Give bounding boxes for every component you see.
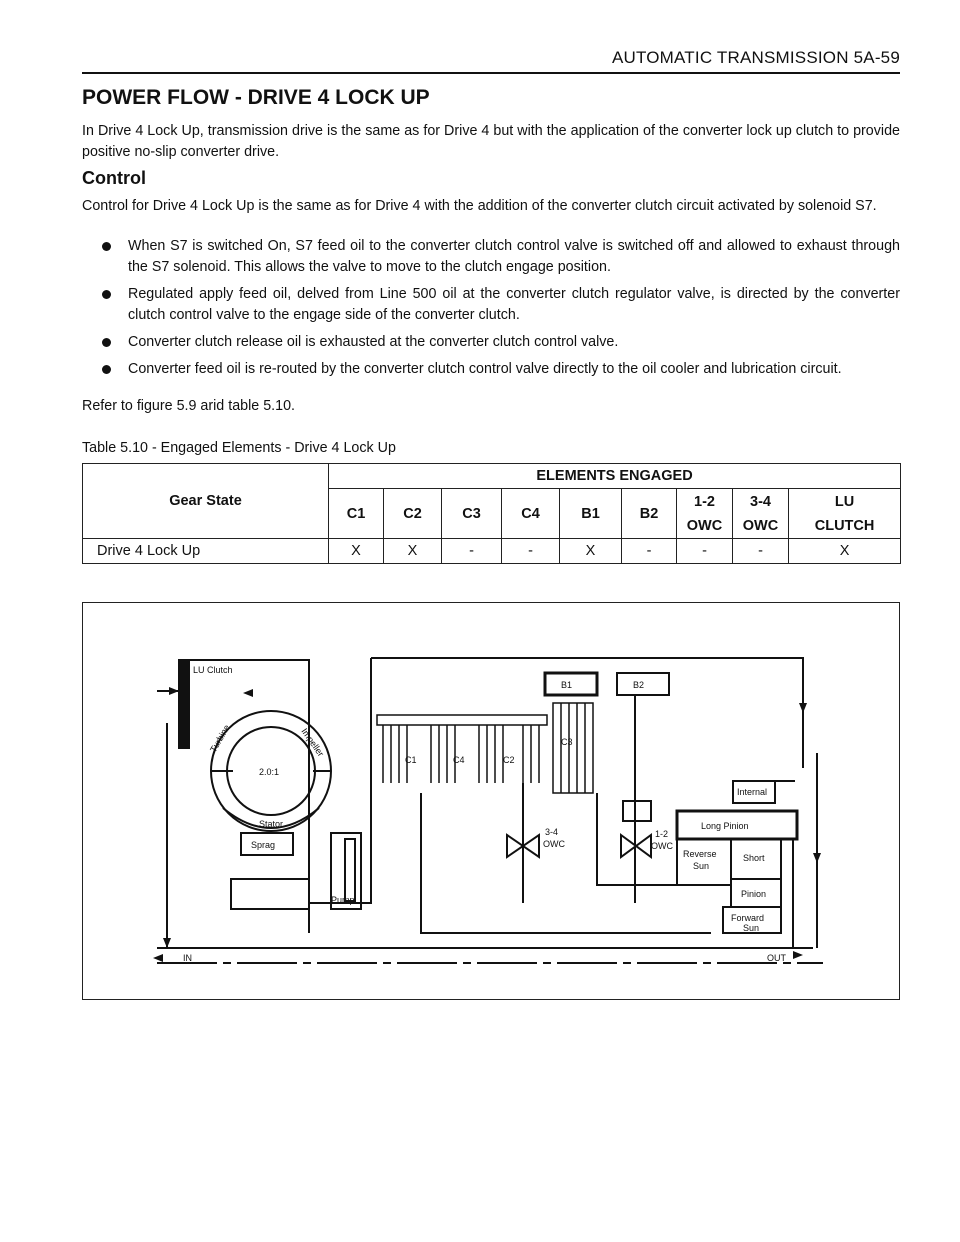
bullet-item: Converter clutch release oil is exhausted at the converter clutch control valve. <box>82 332 900 353</box>
forward-sun-label: Forward <box>731 913 765 923</box>
bullet-icon <box>102 365 111 374</box>
table-cell: X <box>384 539 442 564</box>
turbine-label: Turbine <box>208 722 232 754</box>
table-caption: Table 5.10 - Engaged Elements - Drive 4 Lock Up <box>82 440 396 456</box>
bullet-icon <box>102 290 111 299</box>
out-label: OUT <box>767 953 786 963</box>
column-header: C2 <box>384 489 442 539</box>
column-header: B2 <box>622 489 677 539</box>
internal-label: Internal <box>737 787 768 797</box>
page-header: AUTOMATIC TRANSMISSION 5A-59 <box>611 48 900 67</box>
c3-label: C3 <box>561 737 573 747</box>
control-paragraph: Control for Drive 4 Lock Up is the same as for Drive 4 with the addition of the converter clutch circuit activated by solenoid S7. <box>82 198 877 214</box>
column-header: C3 <box>442 489 502 539</box>
engaged-elements-table <box>82 463 901 564</box>
b1-label: B1 <box>561 680 573 690</box>
elements-engaged-header: ELEMENTS ENGAGED <box>329 464 901 489</box>
reverse-sun-label-2: Sun <box>693 861 710 871</box>
control-heading: Control <box>82 168 146 188</box>
gear-state-cell: Drive 4 Lock Up <box>83 539 329 564</box>
owc12-label-2: OWC <box>651 841 673 851</box>
column-header: B1 <box>560 489 622 539</box>
pump-label: Pump <box>331 895 355 905</box>
impeller-label: Impeller <box>299 726 326 759</box>
sprag-label: Sprag <box>251 840 276 850</box>
power-flow-diagram <box>82 602 900 1000</box>
bullet-icon <box>102 338 111 347</box>
table-cell: - <box>733 539 789 564</box>
intro-paragraph: In Drive 4 Lock Up, transmission drive is the same as for Drive 4 but with the application of the converter lock up clutch to provide positive no-slip converter drive. <box>82 123 900 160</box>
pinion-label: Pinion <box>741 889 767 899</box>
diagram-svg <box>83 603 898 998</box>
header-rule <box>82 72 900 74</box>
table-cell: - <box>677 539 733 564</box>
table-cell: - <box>442 539 502 564</box>
table-cell: - <box>502 539 560 564</box>
long-pinion-label: Long Pinion <box>701 821 749 831</box>
column-header: 1-2 OWC <box>677 489 733 539</box>
table-cell: - <box>622 539 677 564</box>
column-header: LU CLUTCH <box>789 489 901 539</box>
short-label: Short <box>743 853 765 863</box>
column-header: C4 <box>502 489 560 539</box>
table-cell: X <box>560 539 622 564</box>
table-cell: X <box>329 539 384 564</box>
c4-label: C4 <box>453 755 465 765</box>
c1-label: C1 <box>405 755 417 765</box>
column-header: C1 <box>329 489 384 539</box>
forward-sun-label-2: Sun <box>743 923 760 933</box>
owc12-label: 1-2 <box>655 829 669 839</box>
stator-label: Stator <box>259 819 284 829</box>
lu-clutch-plate <box>179 660 189 748</box>
bullet-item: When S7 is switched On, S7 feed oil to the converter clutch control valve is switched off and allowed to exhaust through the S7 solenoid. This allows the valve to move to the clutch engage position. <box>82 236 900 278</box>
gear-state-header: Gear State <box>83 464 329 539</box>
column-header: 3-4 OWC <box>733 489 789 539</box>
bullet-item: Converter feed oil is re-routed by the converter clutch control valve directly to the oil cooler and lubrication circuit. <box>82 359 900 380</box>
owc34-label-2: OWC <box>543 839 565 849</box>
control-bullet-list <box>82 236 900 386</box>
reverse-sun-label: Reverse <box>683 849 717 859</box>
lu-clutch-label: LU Clutch <box>193 665 233 675</box>
bullet-item: Regulated apply feed oil, delved from Line 500 oil at the converter clutch regulator valve, is directed by the converter clutch control valve to the engage side of the converter clutch. <box>82 284 900 326</box>
table-cell: X <box>789 539 901 564</box>
c2-label: C2 <box>503 755 515 765</box>
ratio-label: 2.0:1 <box>259 767 280 777</box>
owc34-label: 3-4 <box>545 827 559 837</box>
b2-label: B2 <box>633 680 645 690</box>
in-label: IN <box>183 953 192 963</box>
refer-line: Refer to figure 5.9 arid table 5.10. <box>82 398 295 414</box>
section-title: POWER FLOW - DRIVE 4 LOCK UP <box>82 86 430 109</box>
bullet-icon <box>102 242 111 251</box>
